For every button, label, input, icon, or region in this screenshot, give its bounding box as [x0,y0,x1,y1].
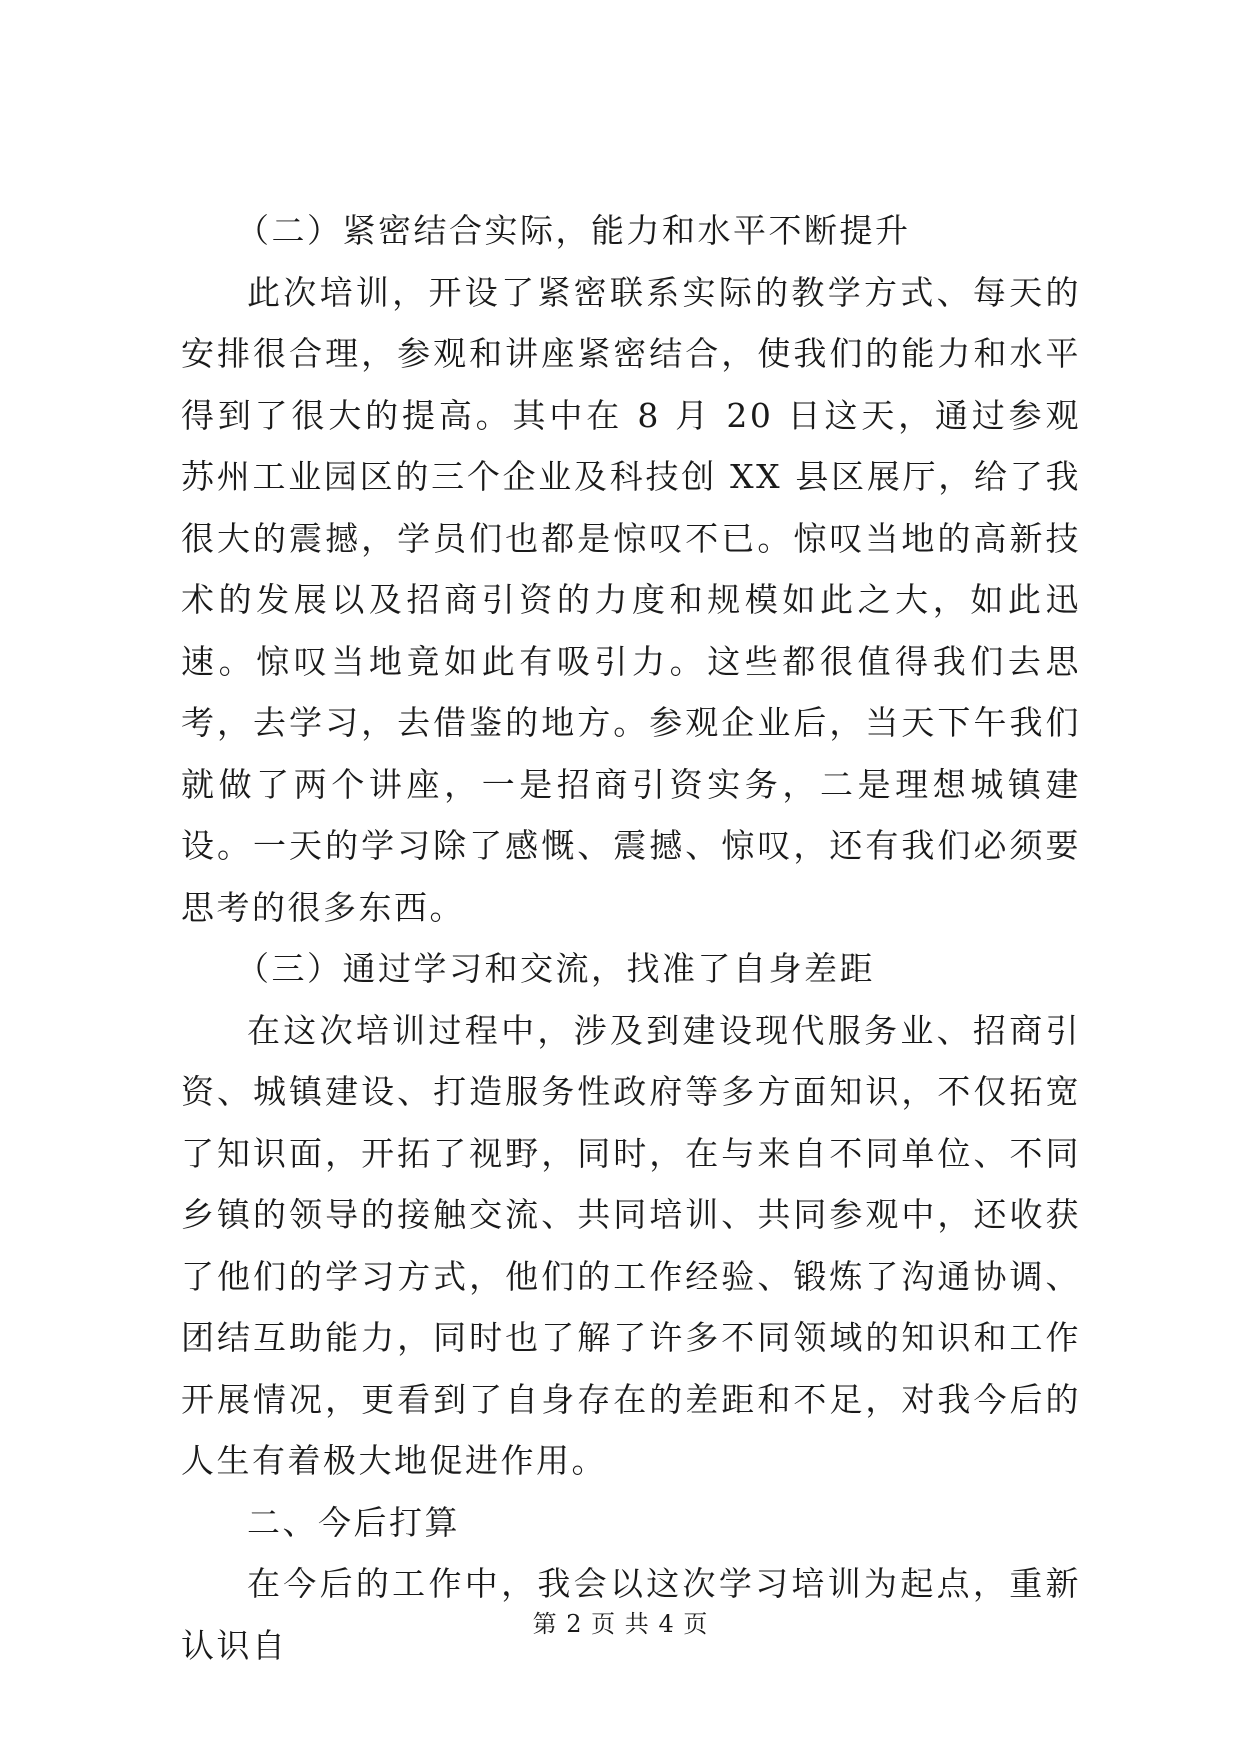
section-heading-2: （二）紧密结合实际，能力和水平不断提升 [236,211,911,250]
page-number-footer: 第 2 页 共 4 页 [532,1610,709,1638]
section-heading-future-plans: 二、今后打算 [247,1502,460,1542]
document-body [181,200,1081,1676]
paragraph-training-content: 此次培训，开设了紧密联系实际的教学方式、每天的安排很合理，参观和讲座紧密结合，使我们的能力和水平得到了很大的提高。其中在 8 月 20 日这天，通过参观苏州工业园区的三个企业及科技创 XX 县区展厅，给了我很大的震撼，学员们也都是惊叹不已。惊叹当地的高新技术的发展以及招商引资的力度和规模如此之大，如此迅速。惊叹当地竟如此有吸引力。这些都很值得我们去思考，去学习，去借鉴的地方。参观企业后，当天下午我们就做了两个讲座，一是招商引资实务，二是理想城镇建设。一天的学习除了感慨、震撼、惊叹，还有我们必须要思考的很多东西。 [181,272,1081,927]
paragraph-learning-exchange: 在这次培训过程中，涉及到建设现代服务业、招商引资、城镇建设、打造服务性政府等多方面知识，不仅拓宽了知识面，开拓了视野，同时，在与来自不同单位、不同乡镇的领导的接触交流、共同培训、共同参观中，还收获了他们的学习方式，他们的工作经验、锻炼了沟通协调、团结互助能力，同时也了解了许多不同领域的知识和工作开展情况，更看到了自身存在的差距和不足，对我今后的人生有着极大地促进作用。 [181,1010,1081,1480]
paragraph-future-work: 在今后的工作中，我会以这次学习培训为起点，重新认识自 [181,1564,1081,1665]
section-heading-3: （三）通过学习和交流，找准了自身差距 [236,949,875,988]
